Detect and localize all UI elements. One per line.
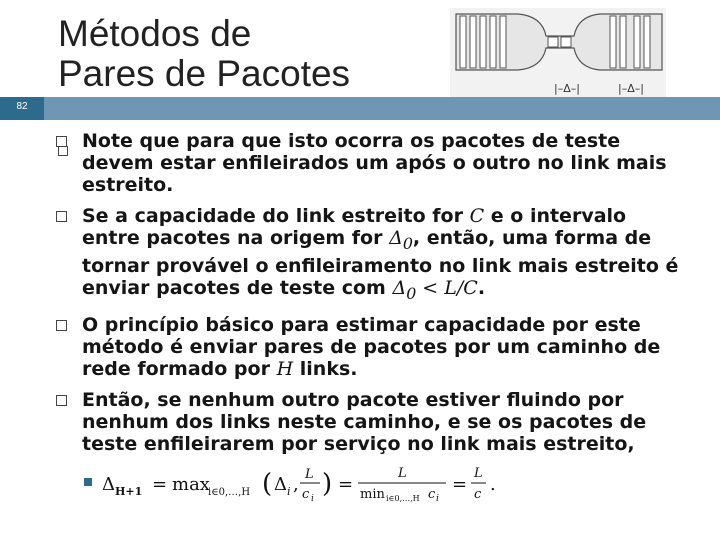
- bullet-2: [56, 205, 686, 305]
- bullet-1-text: Note que para que isto ocorra os pacotes de teste devem estar enfileirados um após o outro no link mais estreito.: [82, 130, 667, 196]
- bullet-4-text: Então, se nenhum outro pacote estiver fluindo por nenhum dos links neste caminho, e se os pacotes de teste enfileirarem por serviço no link mais estreito,: [82, 388, 647, 455]
- delta-symbol: Δ: [389, 227, 403, 249]
- left-paren: (: [262, 468, 273, 499]
- formula-arg-delta: Δ: [274, 473, 287, 495]
- delta-subscript: 0: [402, 233, 413, 253]
- capacity-formula: [102, 464, 582, 504]
- formula-comma: ,: [293, 473, 299, 495]
- bullet-3-text-b: links.: [293, 357, 358, 380]
- sub-bullet-formula: [56, 464, 686, 504]
- formula-equals-2: =: [338, 473, 354, 495]
- slide-number: 82: [16, 101, 28, 112]
- formula-max: max: [172, 473, 210, 495]
- bullet-marker: [56, 320, 67, 331]
- capacity-symbol: C: [469, 205, 485, 227]
- bullet-4: [56, 389, 686, 455]
- frac1-num: L: [305, 466, 314, 482]
- header-bar: [44, 97, 720, 120]
- frac3-den: c: [474, 486, 482, 502]
- formula-equals: =: [152, 473, 168, 495]
- bullet-2-text-c: , então, uma forma de tornar provável o enfileiramento no link mais estreito é enviar pacotes de teste com: [82, 227, 679, 299]
- slide-title: [58, 14, 350, 94]
- bullet-3: [56, 314, 686, 380]
- formula-max-sub: i∈0,…,H: [208, 486, 251, 498]
- formula-lhs: Δ: [102, 473, 115, 495]
- bullet-marker: [56, 395, 67, 406]
- formula-lhs-sub: H+1: [115, 484, 143, 498]
- slide-content: [56, 130, 686, 504]
- right-paren: ): [322, 468, 333, 499]
- sub-bullet-marker: [84, 478, 92, 486]
- bottleneck-diagram: [450, 8, 666, 100]
- bullet-2-text-a: Se a capacidade do link estreito for: [82, 205, 470, 227]
- bullet-marker: [56, 211, 67, 222]
- title-line-1: Métodos de: [58, 13, 252, 54]
- hops-symbol: H: [276, 357, 294, 380]
- formula-equals-3: =: [452, 473, 468, 495]
- delta-label-right: |–Δ–|: [618, 82, 644, 95]
- frac2-den-min: min: [360, 486, 385, 502]
- bullet-1: [56, 130, 686, 196]
- delta-label-left: |–Δ–|: [554, 82, 580, 95]
- frac2-den-sub: i∈0,…,H: [386, 493, 420, 503]
- bullet-2-text-b: e o intervalo entre pacotes na origem for: [82, 205, 627, 249]
- frac2-den-c: c: [428, 486, 436, 502]
- bottleneck-diagram-graphic: [450, 8, 666, 100]
- delta-symbol: Δ: [392, 276, 407, 299]
- formula-period: .: [490, 473, 496, 495]
- frac3-num: L: [474, 465, 483, 481]
- slide-number-strip: [0, 97, 44, 120]
- frac1-den: c: [302, 486, 310, 502]
- frac2-den-c-sub: i: [436, 493, 439, 504]
- frac1-den-sub: i: [311, 493, 314, 504]
- delta-subscript: 0: [406, 283, 417, 303]
- frac2-num: L: [398, 465, 407, 481]
- bullet-marker-overlap: [58, 146, 68, 156]
- formula-arg-delta-sub: i: [287, 484, 291, 498]
- title-line-2: Pares de Pacotes: [58, 53, 351, 94]
- bullet-2-text-d: .: [477, 276, 486, 299]
- bullet-3-text-a: O princípio básico para estimar capacidade por este método é enviar pares de pacotes por um caminho de rede formado por: [82, 313, 661, 380]
- inequality-expression: < L/C: [416, 276, 478, 299]
